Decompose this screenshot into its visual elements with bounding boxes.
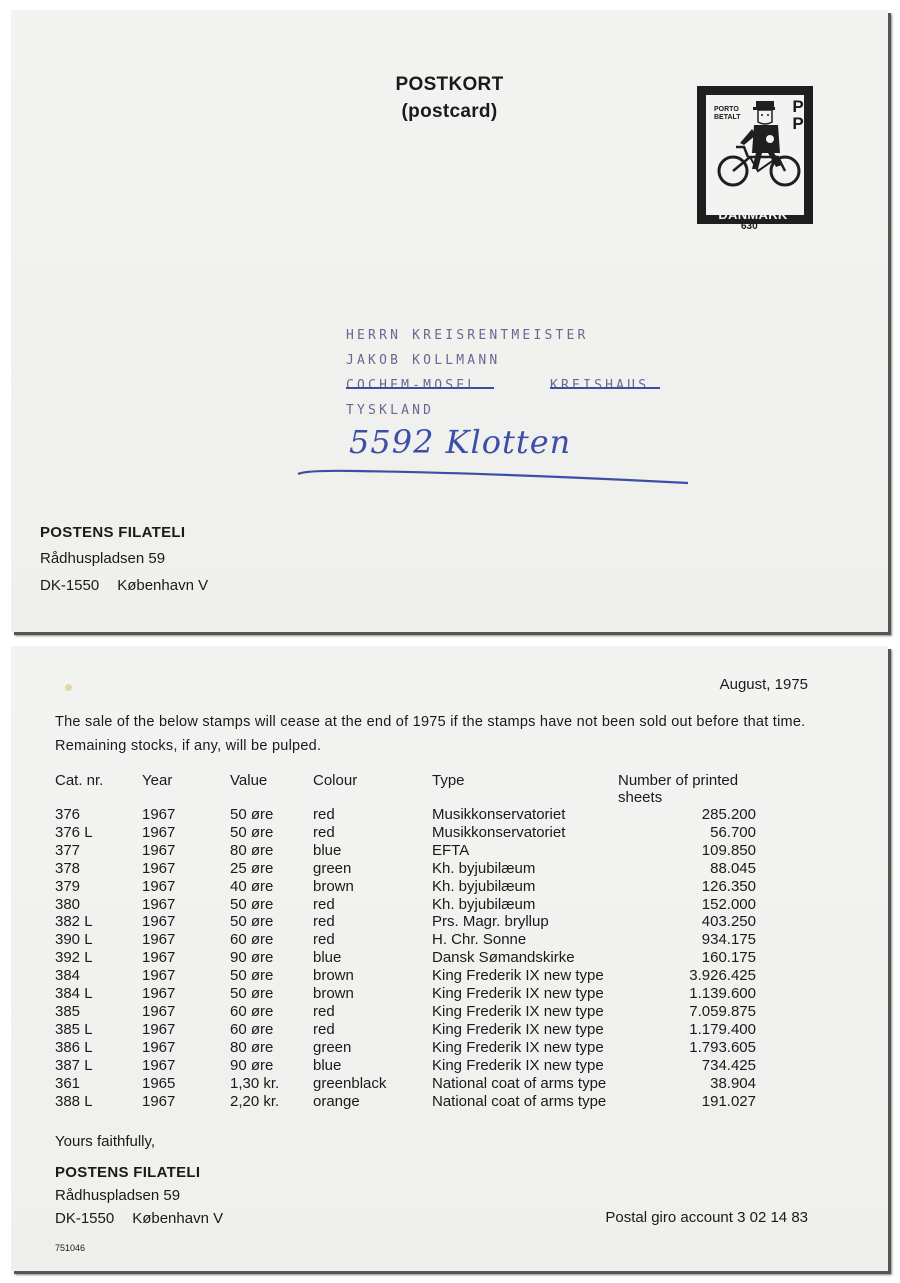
header-printed-sheets: Number of printed sheets xyxy=(618,772,739,806)
colour-cell: brown xyxy=(313,967,354,985)
cat-nr-cell: 376 L xyxy=(55,823,93,841)
letter-date: August, 1975 xyxy=(719,676,808,693)
postcard-front xyxy=(11,10,888,632)
table-row xyxy=(55,824,760,842)
sender-city-line xyxy=(55,1210,223,1227)
year-cell: 1967 xyxy=(142,1056,176,1074)
cat-nr-cell: 387 L xyxy=(55,1056,93,1074)
colour-cell: red xyxy=(313,823,335,841)
year-cell: 1967 xyxy=(142,1020,176,1038)
printed-sheets-cell: 56.700 xyxy=(710,823,756,841)
colour-cell: brown xyxy=(313,985,354,1003)
table-body xyxy=(55,806,760,1110)
table-header-row xyxy=(55,772,760,806)
colour-cell: green xyxy=(313,1038,352,1056)
printed-sheets-cell: 285.200 xyxy=(701,806,756,823)
cat-nr-cell: 386 L xyxy=(55,1038,93,1056)
cat-nr-cell: 378 xyxy=(55,859,81,877)
table-row xyxy=(55,949,760,967)
paper-spot xyxy=(65,684,72,691)
cat-nr-cell: 379 xyxy=(55,877,81,895)
type-cell: Kh. byjubilæum xyxy=(432,877,536,895)
header-colour: Colour xyxy=(313,772,358,789)
type-cell: EFTA xyxy=(432,841,470,859)
giro-account: Postal giro account 3 02 14 83 xyxy=(605,1209,808,1226)
colour-cell: greenblack xyxy=(313,1074,387,1092)
year-cell: 1967 xyxy=(142,823,176,841)
type-cell: King Frederik IX new type xyxy=(432,985,604,1003)
printed-sheets-cell: 403.250 xyxy=(701,913,756,931)
value-cell: 50 øre xyxy=(230,913,274,931)
value-cell: 25 øre xyxy=(230,859,274,877)
value-cell: 1,30 kr. xyxy=(230,1074,280,1092)
type-cell: Kh. byjubilæum xyxy=(432,895,536,913)
value-cell: 90 øre xyxy=(230,1056,274,1074)
table-row xyxy=(55,913,760,931)
sender-street: Rådhuspladsen 59 xyxy=(55,1187,181,1204)
printed-sheets-cell: 1.179.400 xyxy=(689,1020,756,1038)
colour-cell: blue xyxy=(313,949,342,967)
postcard-subtitle: (postcard) xyxy=(401,101,498,122)
year-cell: 1967 xyxy=(142,985,176,1003)
year-cell: 1967 xyxy=(142,931,176,949)
table-row xyxy=(55,842,760,860)
sender-city-line xyxy=(40,577,208,594)
colour-cell: red xyxy=(313,1020,335,1038)
header-year: Year xyxy=(142,772,173,789)
year-cell: 1967 xyxy=(142,806,176,823)
cat-nr-cell: 390 L xyxy=(55,931,93,949)
type-cell: King Frederik IX new type xyxy=(432,1020,604,1038)
type-cell: H. Chr. Sonne xyxy=(432,931,527,949)
type-cell: King Frederik IX new type xyxy=(432,1038,604,1056)
stamp-porto-label: PORTO BETALT xyxy=(714,106,741,121)
type-cell: King Frederik IX new type xyxy=(432,1002,604,1020)
cat-nr-cell: 376 xyxy=(55,806,81,823)
year-cell: 1967 xyxy=(142,877,176,895)
year-cell: 1967 xyxy=(142,949,176,967)
value-cell: 60 øre xyxy=(230,931,274,949)
type-cell: Prs. Magr. bryllup xyxy=(432,913,549,931)
cat-nr-cell: 382 L xyxy=(55,913,93,931)
cat-nr-cell: 380 xyxy=(55,895,81,913)
table-row xyxy=(55,878,760,896)
sender-city: København V xyxy=(117,577,209,594)
address-line-3-struck-left: COCHEM-MOSEL xyxy=(346,378,479,393)
colour-cell: blue xyxy=(313,1056,342,1074)
colour-cell: orange xyxy=(313,1092,360,1110)
postman-bicycle-icon xyxy=(706,95,804,215)
cat-nr-cell: 392 L xyxy=(55,949,93,967)
value-cell: 80 øre xyxy=(230,1038,274,1056)
value-cell: 80 øre xyxy=(230,841,274,859)
printed-sheets-cell: 152.000 xyxy=(701,895,756,913)
cat-nr-cell: 388 L xyxy=(55,1092,93,1110)
value-cell: 50 øre xyxy=(230,806,274,823)
handwritten-address: 5592 Klotten xyxy=(349,423,572,461)
value-cell: 60 øre xyxy=(230,1002,274,1020)
table-row xyxy=(55,985,760,1003)
year-cell: 1967 xyxy=(142,859,176,877)
table-row xyxy=(55,1093,760,1111)
value-cell: 60 øre xyxy=(230,1020,274,1038)
closing: Yours faithfully, xyxy=(55,1133,156,1150)
cat-nr-cell: 377 xyxy=(55,841,81,859)
table-row xyxy=(55,806,760,824)
type-cell: Musikkonservatoriet xyxy=(432,806,566,823)
colour-cell: red xyxy=(313,1002,335,1020)
table-row xyxy=(55,967,760,985)
sender-postcode: DK-1550 xyxy=(40,577,100,594)
colour-cell: red xyxy=(313,895,335,913)
printed-sheets-cell: 7.059.875 xyxy=(689,1002,756,1020)
address-line-3-struck-right: KREISHAUS xyxy=(550,378,650,393)
stamp-pp-label: P P xyxy=(792,97,804,133)
cat-nr-cell: 385 L xyxy=(55,1020,93,1038)
colour-cell: red xyxy=(313,806,335,823)
colour-cell: green xyxy=(313,859,352,877)
print-code: 751046 xyxy=(55,1243,86,1253)
printed-sheets-cell: 3.926.425 xyxy=(689,967,756,985)
pen-underline xyxy=(296,465,696,485)
value-cell: 50 øre xyxy=(230,895,274,913)
postcard-back xyxy=(11,646,888,1271)
year-cell: 1967 xyxy=(142,895,176,913)
year-cell: 1967 xyxy=(142,1038,176,1056)
header-cat-nr: Cat. nr. xyxy=(55,772,104,789)
printed-sheets-cell: 1.793.605 xyxy=(689,1038,756,1056)
stamp-number: 630 xyxy=(741,221,758,232)
value-cell: 50 øre xyxy=(230,985,274,1003)
colour-cell: brown xyxy=(313,877,354,895)
value-cell: 90 øre xyxy=(230,949,274,967)
table-row xyxy=(55,931,760,949)
table-row xyxy=(55,1075,760,1093)
year-cell: 1967 xyxy=(142,913,176,931)
printed-sheets-cell: 38.904 xyxy=(710,1074,756,1092)
cat-nr-cell: 384 xyxy=(55,967,81,985)
cat-nr-cell: 385 xyxy=(55,1002,81,1020)
strike-through-line xyxy=(346,387,494,389)
table-row xyxy=(55,1039,760,1057)
header-value: Value xyxy=(230,772,268,789)
type-cell: King Frederik IX new type xyxy=(432,967,604,985)
printed-sheets-cell: 1.139.600 xyxy=(689,985,756,1003)
printed-sheets-cell: 160.175 xyxy=(701,949,756,967)
type-cell: Kh. byjubilæum xyxy=(432,859,536,877)
table-row xyxy=(55,1003,760,1021)
printed-sheets-cell: 109.850 xyxy=(701,841,756,859)
sender-name: POSTENS FILATELI xyxy=(40,524,186,541)
printed-sheets-cell: 126.350 xyxy=(701,877,756,895)
year-cell: 1965 xyxy=(142,1074,176,1092)
year-cell: 1967 xyxy=(142,1092,176,1110)
letter-intro: The sale of the below stamps will cease at the end of 1975 if the stamps have not been sold out before that time. Remaining stocks, if any, will be pulped. xyxy=(55,714,806,754)
stamp-field xyxy=(706,95,804,215)
table-row xyxy=(55,860,760,878)
year-cell: 1967 xyxy=(142,1002,176,1020)
address-line-1: HERRN KREISRENTMEISTER xyxy=(346,328,589,343)
colour-cell: red xyxy=(313,913,335,931)
address-line-2: JAKOB KOLLMANN xyxy=(346,353,501,368)
colour-cell: blue xyxy=(313,841,342,859)
printed-sheets-cell: 934.175 xyxy=(701,931,756,949)
type-cell: Musikkonservatoriet xyxy=(432,823,566,841)
colour-cell: red xyxy=(313,931,335,949)
type-cell: King Frederik IX new type xyxy=(432,1056,604,1074)
type-cell: National coat of arms type xyxy=(432,1074,607,1092)
printed-sheets-cell: 734.425 xyxy=(701,1056,756,1074)
table-row xyxy=(55,896,760,914)
type-cell: Dansk Sømandskirke xyxy=(432,949,575,967)
value-cell: 50 øre xyxy=(230,823,274,841)
strike-through-line xyxy=(550,387,660,389)
sender-postcode: DK-1550 xyxy=(55,1210,115,1227)
table-row xyxy=(55,1057,760,1075)
value-cell: 50 øre xyxy=(230,967,274,985)
table-row xyxy=(55,1021,760,1039)
stamp-table xyxy=(55,772,760,1110)
sender-name: POSTENS FILATELI xyxy=(55,1164,201,1181)
type-cell: National coat of arms type xyxy=(432,1092,607,1110)
address-line-4: TYSKLAND xyxy=(346,403,435,418)
year-cell: 1967 xyxy=(142,967,176,985)
header-type: Type xyxy=(432,772,465,789)
postage-stamp xyxy=(697,86,813,224)
value-cell: 2,20 kr. xyxy=(230,1092,280,1110)
printed-sheets-cell: 191.027 xyxy=(701,1092,756,1110)
postcard-title: POSTKORT xyxy=(395,74,504,95)
value-cell: 40 øre xyxy=(230,877,274,895)
sender-street: Rådhuspladsen 59 xyxy=(40,550,166,567)
year-cell: 1967 xyxy=(142,841,176,859)
cat-nr-cell: 384 L xyxy=(55,985,93,1003)
printed-sheets-cell: 88.045 xyxy=(710,859,756,877)
sender-city: København V xyxy=(132,1210,224,1227)
stamp-country: DANMARK xyxy=(718,207,788,222)
cat-nr-cell: 361 xyxy=(55,1074,81,1092)
